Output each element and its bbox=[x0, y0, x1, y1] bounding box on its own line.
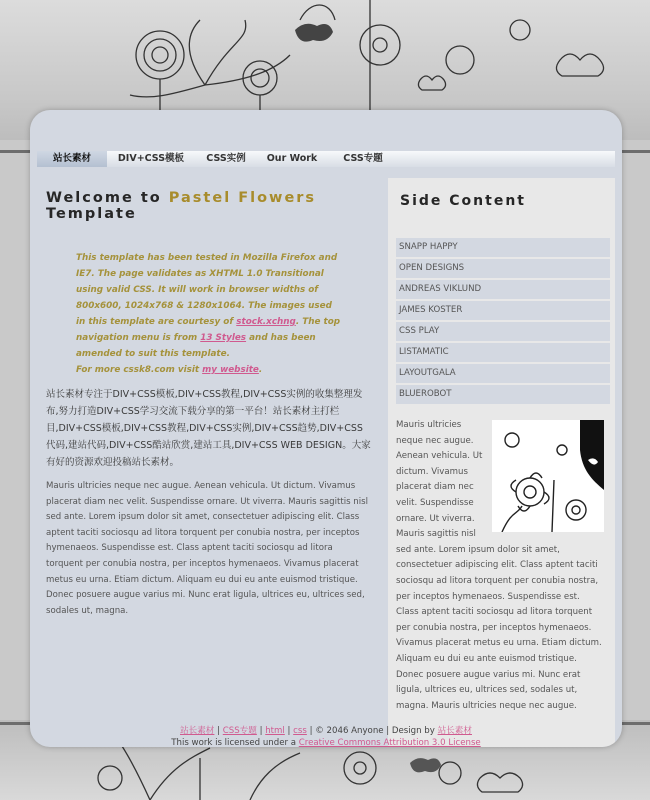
footer-link-designer[interactable]: 站长素材 bbox=[437, 726, 472, 736]
license-text: This work is licensed under a bbox=[171, 738, 299, 748]
intro-text-3: and has been amended to suit this template. bbox=[76, 333, 316, 359]
nav-item-div-css-templates[interactable]: DIV+CSS模板 bbox=[117, 153, 185, 164]
sidebar bbox=[388, 178, 615, 747]
stock-xchng-link[interactable]: stock.xchng bbox=[236, 317, 296, 327]
intro-text-1: This template has been tested in Mozilla Firefox and IE7. The page validates as XHTML 1.0 Transitional using valid CSS. It will work in browser widths of 800x600, 1024x768 & 1280x1064. The images used in this template are courtesy of bbox=[76, 253, 338, 327]
sidebar-link-bluerobot[interactable]: BLUEROBOT bbox=[396, 385, 610, 404]
nav-item-css-topics[interactable]: CSS专题 bbox=[343, 153, 383, 164]
sidebar-text: Mauris ultricies neque nec augue. Aenean vehicula. Ut dictum. Vivamus placerat diam nec velit. Suspendisse ornare. Ut viverra. Mauris sagittis nisl sed ante. Lorem ipsum dolor sit amet, consectetuer adipiscing elit. Class aptent taciti sociosqu ad litora torquent per conubia nostra, per inceptos hymenaeos. Suspendisse est. Class aptent taciti sociosqu ad litora torquent per conubia nostra, per inceptos hymenaeos. Vivamus placerat metus eu urna. Etiam dictum. Aliquam eu dui eu ante euismod tristique. Donec posuere augue varius mi. Nunc erat ligula, ultrices eu, ultrices sed, sodales ut, magna. Mauris ultricies neque nec augue. bbox=[396, 420, 602, 711]
sidebar-link-snapp-happy[interactable]: SNAPP HAPPY bbox=[396, 238, 610, 257]
intro-text-4: For more cssk8.com visit bbox=[76, 365, 203, 375]
sidebar-link-open-designs[interactable]: OPEN DESIGNS bbox=[396, 259, 610, 278]
footer-links-line bbox=[30, 725, 622, 737]
page-title bbox=[46, 190, 371, 222]
sidebar-link-css-play[interactable]: CSS PLAY bbox=[396, 322, 610, 341]
nav-item-home[interactable]: 站长素材 bbox=[37, 151, 107, 167]
sidebar-link-james-koster[interactable]: JAMES KOSTER bbox=[396, 301, 610, 320]
sidebar-title: Side Content bbox=[400, 193, 526, 209]
footer-link-css-topics[interactable]: CSS专题 bbox=[222, 726, 257, 736]
13-styles-link[interactable]: 13 Styles bbox=[200, 333, 247, 343]
intro-paragraph bbox=[76, 250, 344, 378]
footer-separator: | bbox=[256, 726, 266, 736]
footer-link-home[interactable]: 站长素材 bbox=[180, 726, 215, 736]
footer-link-css[interactable]: css bbox=[293, 726, 307, 736]
my-website-link[interactable]: my website bbox=[202, 365, 259, 375]
nav-item-css-examples[interactable]: CSS实例 bbox=[206, 153, 246, 164]
chinese-paragraph: 站长素材专注于DIV+CSS模板,DIV+CSS教程,DIV+CSS实例的收集整理发布,努力打造DIV+CSS学习交流下载分享的第一平台！站长素材主打栏目,DIV+CSS模板,DIV+CSS教程,DIV+CSS实例,DIV+CSS趋势,DIV+CSS代码,建站代码,DIV+CSS酷站欣赏,建站工具,DIV+CSS WEB DESIGN。大家有好的资源欢迎投稿站长素材。 bbox=[46, 389, 371, 468]
sidebar-link-layoutgala[interactable]: LAYOUTGALA bbox=[396, 364, 610, 383]
top-navigation bbox=[37, 151, 615, 167]
footer bbox=[30, 725, 622, 749]
flower-thumbnail-image bbox=[492, 420, 604, 532]
main-content bbox=[46, 190, 371, 619]
sidebar-link-listamatic[interactable]: LISTAMATIC bbox=[396, 343, 610, 362]
sidebar-link-list bbox=[396, 238, 610, 404]
intro-text-2: . The top navigation menu is from bbox=[76, 317, 341, 343]
nav-item-our-work[interactable]: Our Work bbox=[266, 153, 318, 164]
intro-text-5: . bbox=[258, 365, 263, 375]
license-link[interactable]: Creative Commons Attribution 3.0 License bbox=[298, 738, 481, 748]
page-container bbox=[30, 110, 622, 747]
footer-separator: | bbox=[284, 726, 294, 736]
footer-license-line bbox=[30, 737, 622, 749]
title-prefix: Welcome to bbox=[46, 190, 169, 206]
title-suffix: Template bbox=[46, 206, 137, 222]
footer-link-html[interactable]: html bbox=[265, 726, 285, 736]
sidebar-link-andreas-viklund[interactable]: ANDREAS VIKLUND bbox=[396, 280, 610, 299]
lorem-paragraph: Mauris ultricies neque nec augue. Aenean vehicula. Ut dictum. Vivamus placerat diam nec velit. Suspendisse ornare. Ut viverra. Mauris sagittis nisl sed ante. Lorem ipsum dolor sit amet, consectetuer adipiscing elit. Class aptent taciti sociosqu ad litora torquent per conubia nostra, per inceptos hymenaeos. Suspendisse est. Class aptent taciti sociosqu ad litora torquent per conubia nostra, per inceptos hymenaeos. Vivamus placerat metus eu urna. Etiam dictum. Aliquam eu dui eu ante euismod tristique. Donec posuere augue varius mi. Nunc erat ligula, ultrices eu, ultrices sed, sodales ut, magna. bbox=[46, 481, 368, 616]
flower-illustration-top bbox=[0, 0, 650, 112]
footer-copyright: | © 2046 Anyone | Design by bbox=[306, 726, 438, 736]
title-highlight: Pastel Flowers bbox=[168, 190, 317, 206]
sidebar-text-block bbox=[396, 418, 604, 714]
footer-separator: | bbox=[214, 726, 223, 736]
